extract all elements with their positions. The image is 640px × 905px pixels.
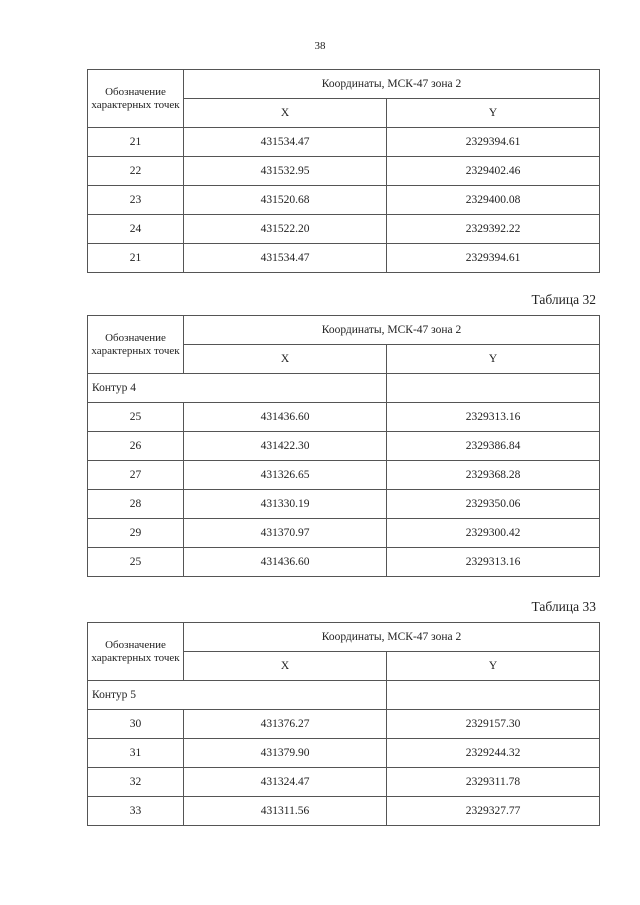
table-caption-32: Таблица 32 [531, 292, 596, 307]
x-value-cell: 431422.30 [184, 432, 387, 461]
table-body [88, 710, 600, 826]
coords-header: Координаты, МСК-47 зона 2 [184, 316, 600, 345]
table-row [88, 797, 600, 826]
x-value-cell: 431436.60 [184, 403, 387, 432]
x-value-cell: 431324.47 [184, 768, 387, 797]
coords-header: Координаты, МСК-47 зона 2 [184, 70, 600, 99]
points-header: Обозначение характерных точек [88, 70, 184, 128]
table-row [88, 403, 600, 432]
point-number-cell: 32 [88, 768, 184, 797]
y-value-cell: 2329402.46 [387, 157, 600, 186]
x-value-cell: 431379.90 [184, 739, 387, 768]
x-value-cell: 431534.47 [184, 128, 387, 157]
table-row [88, 215, 600, 244]
x-value-cell: 431436.60 [184, 548, 387, 577]
y-header: Y [387, 99, 600, 128]
contour-empty-cell [387, 681, 600, 710]
x-value-cell: 431370.97 [184, 519, 387, 548]
points-header: Обозначение характерных точек [88, 623, 184, 681]
coords-header: Координаты, МСК-47 зона 2 [184, 623, 600, 652]
x-header: X [184, 652, 387, 681]
table-row [88, 244, 600, 273]
y-value-cell: 2329394.61 [387, 128, 600, 157]
point-number-cell: 29 [88, 519, 184, 548]
point-number-cell: 23 [88, 186, 184, 215]
table-caption-33: Таблица 33 [531, 599, 596, 614]
y-value-cell: 2329400.08 [387, 186, 600, 215]
point-number-cell: 27 [88, 461, 184, 490]
table-row [88, 128, 600, 157]
y-value-cell: 2329300.42 [387, 519, 600, 548]
point-number-cell: 30 [88, 710, 184, 739]
y-header: Y [387, 652, 600, 681]
y-value-cell: 2329313.16 [387, 403, 600, 432]
y-value-cell: 2329327.77 [387, 797, 600, 826]
y-value-cell: 2329311.78 [387, 768, 600, 797]
table-row [88, 548, 600, 577]
coordinates-table-32 [87, 315, 600, 577]
page-number: 38 [314, 40, 326, 52]
x-value-cell: 431311.56 [184, 797, 387, 826]
y-value-cell: 2329244.32 [387, 739, 600, 768]
contour-label: Контур 5 [88, 681, 387, 710]
x-value-cell: 431376.27 [184, 710, 387, 739]
point-number-cell: 25 [88, 548, 184, 577]
x-value-cell: 431326.65 [184, 461, 387, 490]
point-number-cell: 28 [88, 490, 184, 519]
table-row [88, 768, 600, 797]
table-row [88, 157, 600, 186]
y-value-cell: 2329157.30 [387, 710, 600, 739]
y-value-cell: 2329313.16 [387, 548, 600, 577]
y-header: Y [387, 345, 600, 374]
table-row [88, 519, 600, 548]
x-header: X [184, 345, 387, 374]
y-value-cell: 2329350.06 [387, 490, 600, 519]
point-number-cell: 31 [88, 739, 184, 768]
table-row [88, 461, 600, 490]
y-value-cell: 2329392.22 [387, 215, 600, 244]
point-number-cell: 26 [88, 432, 184, 461]
y-value-cell: 2329368.28 [387, 461, 600, 490]
table-body [88, 403, 600, 577]
point-number-cell: 21 [88, 128, 184, 157]
x-value-cell: 431330.19 [184, 490, 387, 519]
table-row [88, 739, 600, 768]
contour-empty-cell [387, 374, 600, 403]
coordinates-table-1 [87, 69, 600, 273]
table-row [88, 490, 600, 519]
x-header: X [184, 99, 387, 128]
y-value-cell: 2329394.61 [387, 244, 600, 273]
x-value-cell: 431522.20 [184, 215, 387, 244]
point-number-cell: 25 [88, 403, 184, 432]
contour-label: Контур 4 [88, 374, 387, 403]
coordinates-table-33 [87, 622, 600, 826]
point-number-cell: 22 [88, 157, 184, 186]
point-number-cell: 21 [88, 244, 184, 273]
x-value-cell: 431520.68 [184, 186, 387, 215]
table-row [88, 432, 600, 461]
table-row [88, 186, 600, 215]
table-body [88, 128, 600, 273]
point-number-cell: 24 [88, 215, 184, 244]
x-value-cell: 431532.95 [184, 157, 387, 186]
y-value-cell: 2329386.84 [387, 432, 600, 461]
table-row [88, 710, 600, 739]
point-number-cell: 33 [88, 797, 184, 826]
points-header: Обозначение характерных точек [88, 316, 184, 374]
x-value-cell: 431534.47 [184, 244, 387, 273]
